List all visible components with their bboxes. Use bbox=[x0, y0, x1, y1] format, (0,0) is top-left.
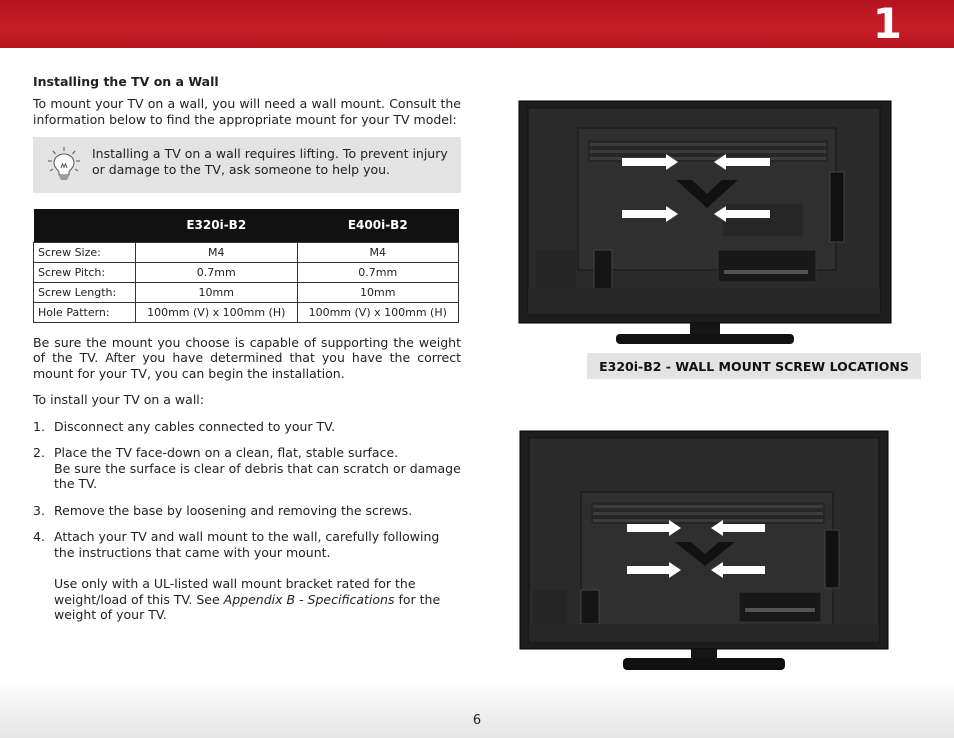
list-item bbox=[33, 529, 461, 623]
step-number: 4. bbox=[33, 529, 45, 544]
row-label: Screw Length: bbox=[34, 282, 136, 302]
table-row bbox=[34, 262, 459, 282]
row-label: Hole Pattern: bbox=[34, 302, 136, 322]
table-header-e320i: E320i-B2 bbox=[136, 209, 298, 242]
table-header-blank bbox=[34, 209, 136, 242]
row-value-e400i: 10mm bbox=[297, 282, 459, 302]
row-value-e400i: 100mm (V) x 100mm (H) bbox=[297, 302, 459, 322]
install-intro-paragraph: To install your TV on a wall: bbox=[33, 392, 204, 407]
table-row bbox=[34, 242, 459, 262]
row-label: Screw Size: bbox=[34, 242, 136, 262]
chapter-number: 1 bbox=[872, 0, 902, 48]
list-item bbox=[33, 445, 461, 492]
intro-paragraph: To mount your TV on a wall, you will need a wall mount. Consult the information below to find the appropriate mount for your TV model: bbox=[33, 96, 461, 127]
section-title: Installing the TV on a Wall bbox=[33, 74, 219, 89]
page-number: 6 bbox=[472, 713, 482, 728]
step-text: Disconnect any cables connected to your TV. bbox=[54, 418, 336, 434]
step-number: 3. bbox=[33, 502, 45, 518]
row-value-e400i: 0.7mm bbox=[297, 262, 459, 282]
table-header-row bbox=[34, 209, 459, 242]
table-row bbox=[34, 302, 459, 322]
mount-specs-table bbox=[33, 209, 459, 323]
step-number: 2. bbox=[33, 445, 45, 460]
tv-back-e320i-illustration bbox=[518, 100, 892, 346]
tv-back-e400i-illustration bbox=[519, 430, 889, 672]
step-text: Attach your TV and wall mount to the wall, carefully following the instructions that came with your mount. bbox=[54, 529, 440, 560]
row-value-e320i: 10mm bbox=[136, 282, 298, 302]
step-subtext: Use only with a UL-listed wall mount bracket rated for the weight/load of this TV. See Appendix B - Specifications for the weight of your TV. bbox=[54, 576, 441, 622]
list-item bbox=[33, 503, 461, 519]
appendix-reference: Appendix B - Specifications bbox=[223, 591, 395, 607]
step-subtext: Be sure the surface is clear of debris that can scratch or damage the TV. bbox=[54, 460, 461, 491]
note-text: Installing a TV on a wall requires lifting. To prevent injury or damage to the TV, ask someone to help you. bbox=[92, 146, 448, 177]
lightbulb-icon bbox=[47, 146, 81, 182]
step-number: 1. bbox=[33, 418, 45, 434]
step-text: Place the TV face-down on a clean, flat, stable surface. bbox=[54, 445, 399, 460]
row-value-e320i: M4 bbox=[136, 242, 298, 262]
note-box bbox=[33, 137, 461, 193]
figure-caption-e320i: E320i-B2 - WALL MOUNT SCREW LOCATIONS bbox=[587, 353, 921, 379]
list-item bbox=[33, 419, 461, 435]
row-label: Screw Pitch: bbox=[34, 262, 136, 282]
step-text: Remove the base by loosening and removing the screws. bbox=[54, 502, 413, 518]
row-value-e320i: 0.7mm bbox=[136, 262, 298, 282]
mount-capability-paragraph: Be sure the mount you choose is capable of supporting the weight of the TV. After you have determined that you have the correct mount for your TV, you can begin the installation. bbox=[33, 334, 461, 381]
table-row bbox=[34, 282, 459, 302]
table-header-e400i: E400i-B2 bbox=[297, 209, 459, 242]
chapter-header-bar bbox=[0, 0, 954, 48]
row-value-e320i: 100mm (V) x 100mm (H) bbox=[136, 302, 298, 322]
row-value-e400i: M4 bbox=[297, 242, 459, 262]
install-steps-list bbox=[33, 419, 461, 623]
footer-gradient bbox=[0, 678, 954, 738]
left-column bbox=[33, 74, 461, 634]
